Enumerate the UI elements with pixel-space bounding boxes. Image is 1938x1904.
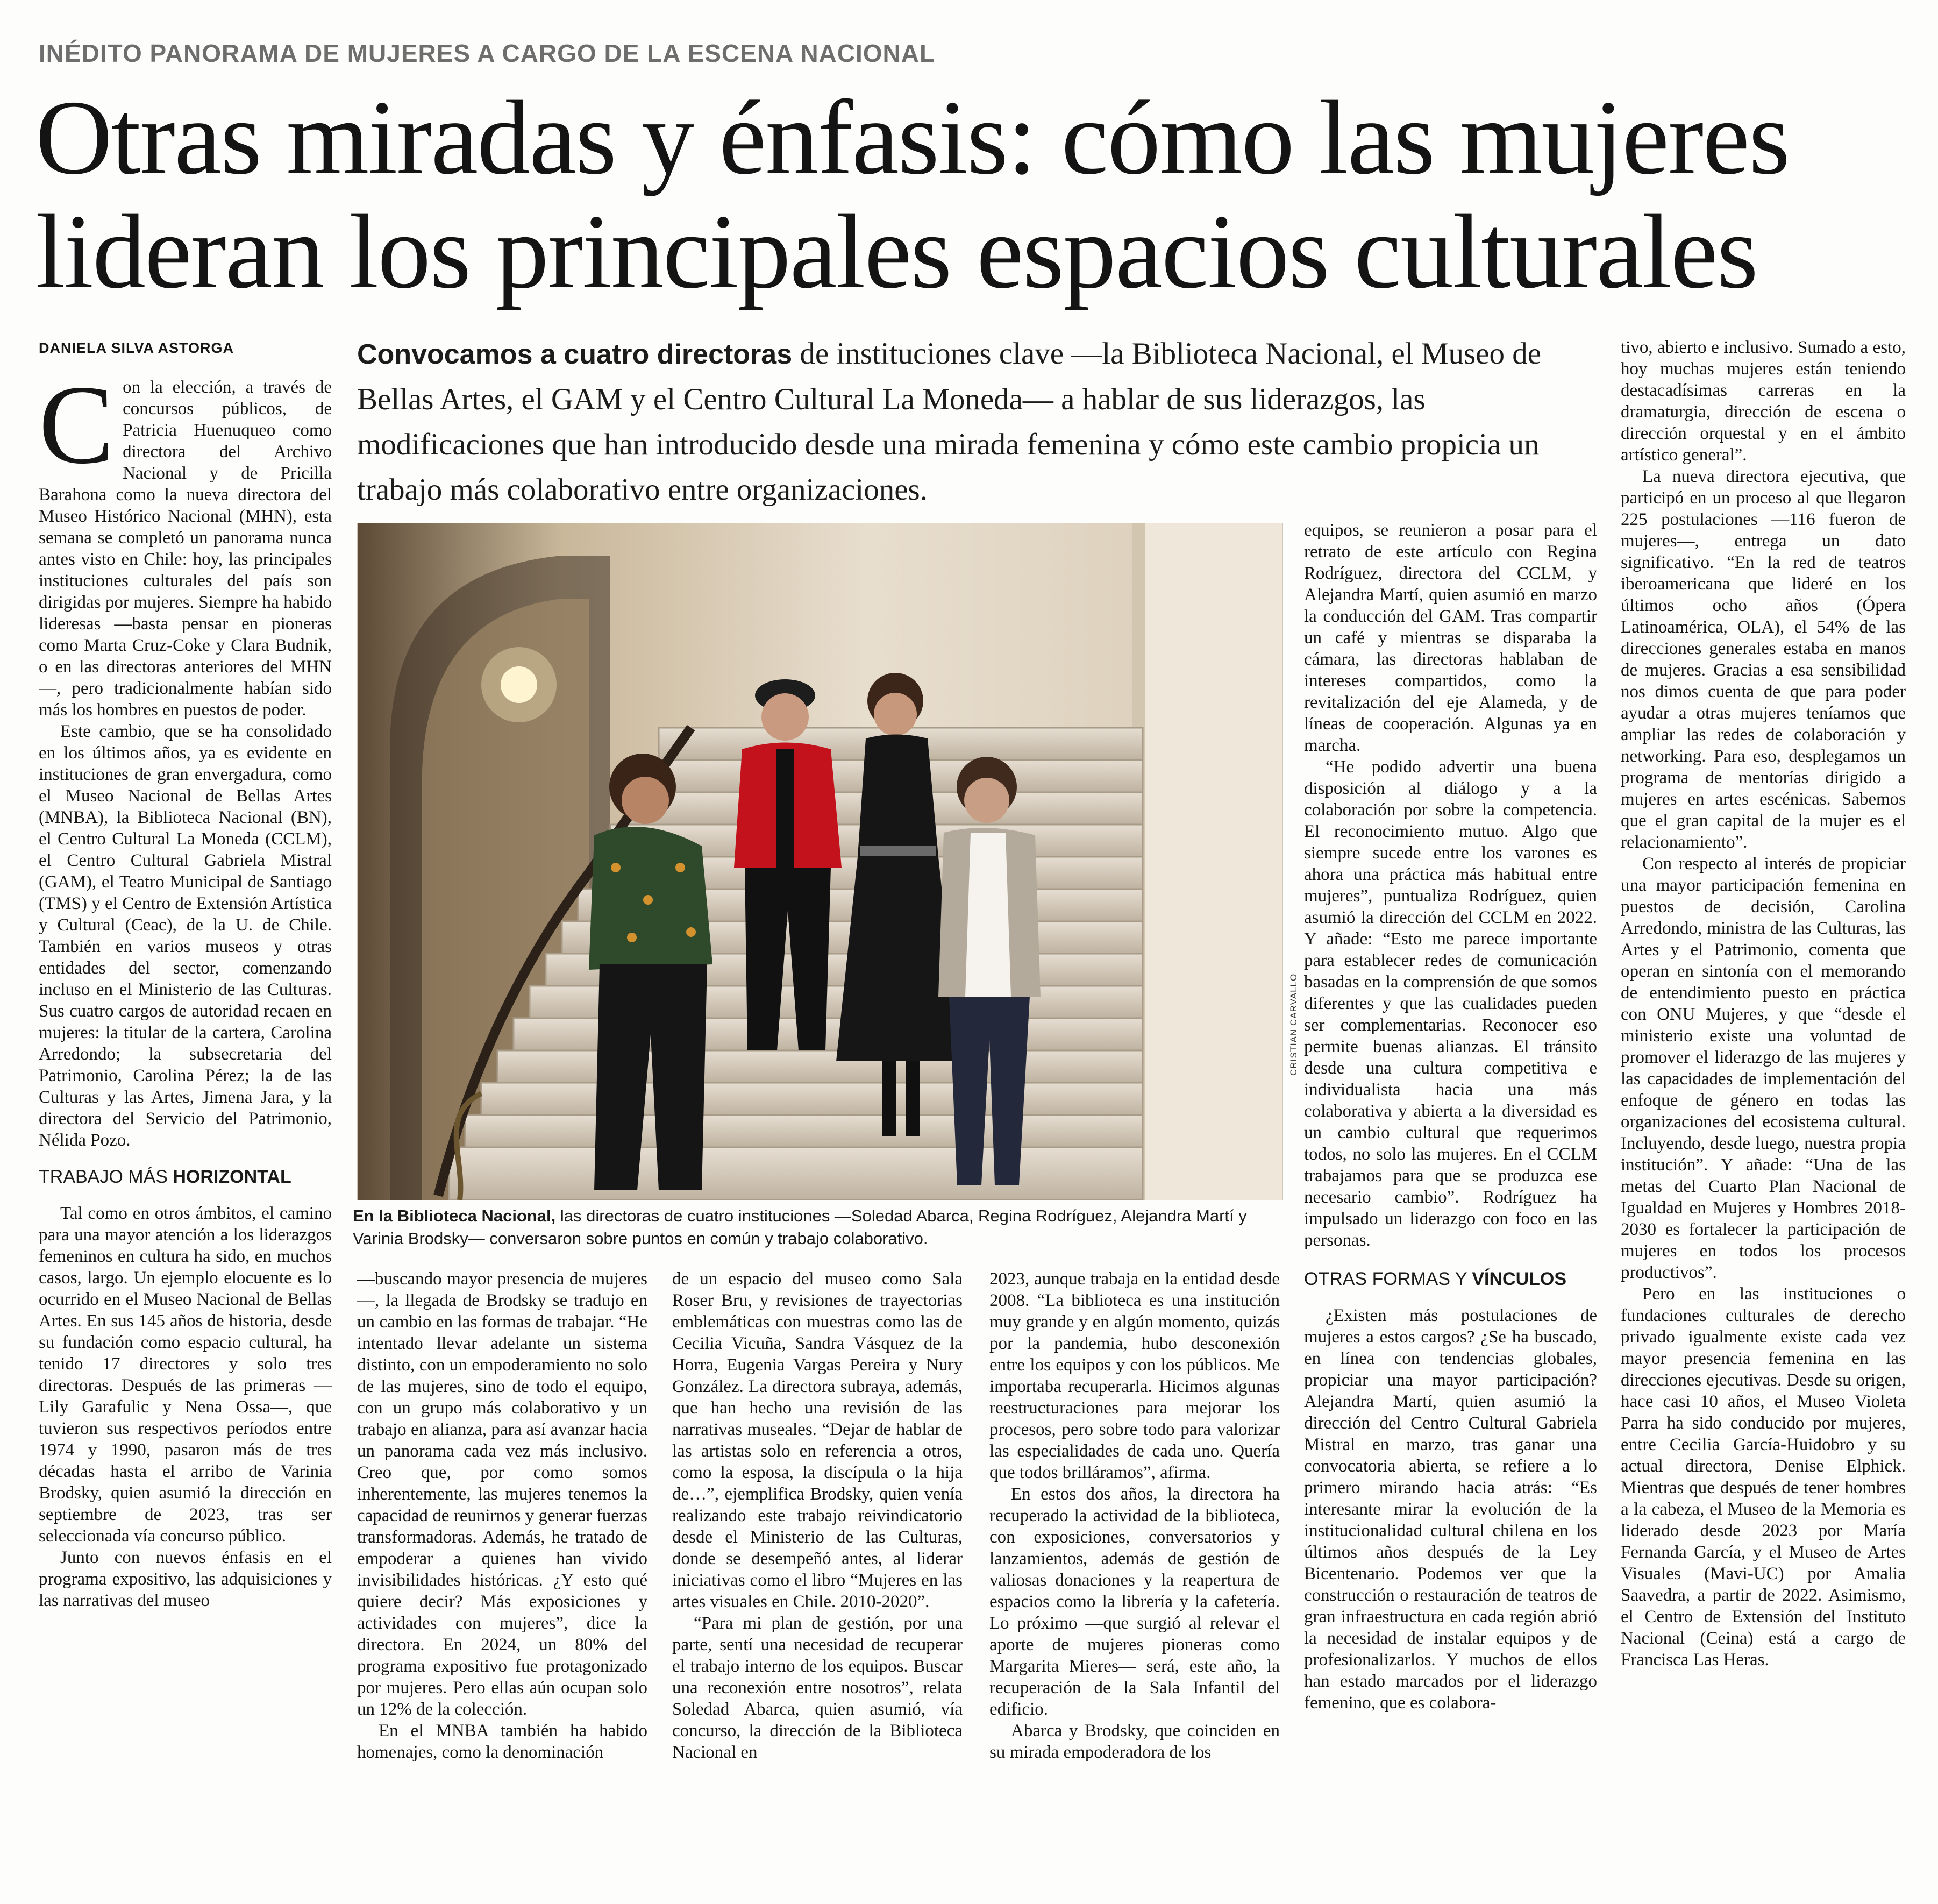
paragraph: La nueva directora ejecutiva, que participó en un proceso al que llegaron 225 postulaciones —116 fueron de mujeres—, entrega un dato significativo. “En la red de teatros iberoamericana que lideré en los últimos ocho años (Ópera Latinoamérica, OLA), el 54% de las direcciones generales estaba en manos de mujeres. Gracias a esa sensibilidad nos dimos cuenta de que para poder ayudar a otras mujeres teníamos que ampliar las redes de colaboración y networking. Para eso, desplegamos un programa de mentorías dirigido a mujeres en artes escénicas. Sabemos que el gran capital de la mujer es el relacionamiento”. <box>1621 467 1906 852</box>
paragraph: Abarca y Brodsky, que coinciden en su mirada empoderadora de los <box>989 1721 1280 1762</box>
paragraph: Junto con nuevos énfasis en el programa expositivo, las adquisiciones y las narrativas del museo <box>39 1548 332 1610</box>
headline-line-2: lideran los principales espacios culturales <box>35 193 1757 310</box>
section-subhead: TRABAJO MÁS HORIZONTAL <box>39 1167 291 1187</box>
paragraph: —buscando mayor presencia de mujeres—, la llegada de Brodsky se tradujo en un cambio en las formas de trabajar. “He intentado llevar adelante un sistema distinto, con un empoderamiento no solo de las mujeres, sino de todo el equipo, con un grupo más colaborativo y un trabajo en alianza, para así avanzar hacia un panorama cada vez más inclusivo. Creo que, por como somos inherentemente, las mujeres tenemos la capacidad de reunirnos y generar fuerzas transformadoras. Además, he tratado de empoderar a quienes han vivido invisibilidades históricas. ¿Y esto qué quiere decir? Más exposiciones y actividades con mujeres”, dice la directora. En 2024, un 80% del programa expositivo fue protagonizado por mujeres. Pero ellas aún ocupan solo un 12% de la colección. <box>357 1269 647 1719</box>
paragraph: Tal como en otros ámbitos, el camino para una mayor atención a los liderazgos femeninos en cultura ha sido, en muchos casos, largo. Un ejemplo elocuente es lo ocurrido en el Museo Nacional de Bellas Artes. En sus 145 años de historia, desde su fundación como espacio cultural, ha tenido 17 directores y solo tres directoras. Después de las primeras —Lily Garafulic y Nena Ossa—, que tuvieron sus respectivos períodos entre 1974 y 1990, pasaron más de tres décadas hasta el arribo de Varinia Brodsky, quien asumió la dirección en septiembre de 2023, tras ser seleccionada vía concurso público. <box>39 1204 332 1546</box>
paragraph: “Para mi plan de gestión, por una parte, sentí una necesidad de recuperar el trabajo interno de los equipos. Buscar una reconexión entre nosotros”, relata Soledad Abarca, quien asumió, vía concurso, la dirección de la Biblioteca Nacional en <box>672 1614 963 1762</box>
lede <box>357 331 1588 513</box>
article-column-3 <box>672 1268 963 1877</box>
paragraph: Con respecto al interés de propiciar una mayor participación femenina en puestos de decisión, Carolina Arredondo, ministra de las Culturas, las Artes y el Patrimonio, comenta que operan en sintonía con el memorando de entendimiento puesto en práctica con ONU Mujeres, y que “desde el ministerio existe una voluntad de promover el liderazgo de las mujeres y las capacidades de implementación del enfoque de género en todas las organizaciones del ecosistema cultural. Incluyendo, desde luego, nuestra propia institución”. Y añade: “Una de las metas del Cuarto Plan Nacional de Igualdad en Mujeres y Hombres 2018-2030 es fortalecer la participación de mujeres en todos los procesos productivos”. <box>1621 854 1906 1282</box>
kicker: INÉDITO PANORAMA DE MUJERES A CARGO DE LA ESCENA NACIONAL <box>39 39 936 67</box>
directors-portrait-photo <box>358 523 1282 1200</box>
paragraph: Este cambio, que se ha consolidado en los últimos años, ya es evidente en instituciones de gran envergadura, como el Museo Nacional de Bellas Artes (MNBA), la Biblioteca Nacional (BN), el Centro Cultural La Moneda (CCLM), el Centro Cultural Gabriela Mistral (GAM), el Teatro Municipal de Santiago (TMS) y el Centro de Extensión Artística y Cultural (Ceac), de la U. de Chile. También en varios museos y otras entidades del sector, comenzando incluso en el Ministerio de las Culturas. Sus cuatro cargos de autoridad recaen en mujeres: la titular de la cartera, Carolina Arredondo; la subsecretaria del Patrimonio, Carolina Pérez; la de las Culturas y las Artes, Jimena Jara, y la directora del Servicio del Patrimonio, Nélida Pozo. <box>39 722 332 1150</box>
photo-credit: CRISTIAN CARVALLO <box>1288 973 1299 1076</box>
intro-paragraph: Con la elección, a través de concursos públicos, de Patricia Huenuqueo como directora del Archivo Nacional y de Pricilla Barahona como la nueva directora del Museo Histórico Nacional (MHN), esta semana se completó un panorama nunca antes visto en Chile: hoy, las principales instituciones culturales del país son dirigidas por mujeres. Siempre ha habido lideresas —basta pensar en pioneras como Marta Cruz-Coke y Clara Budnik, o en las directoras anteriores del MHN—, pero tradicionalmente habían sido más los hombres en puestos de poder. <box>39 376 332 720</box>
paragraph: Pero en las instituciones o fundaciones culturales de derecho privado igualmente existe cada vez mayor presencia femenina en las direcciones ejecutivas. Desde su origen, hace casi 10 años, el Museo Violeta Parra ha sido conducido por mujeres, entre Cecilia García-Huidobro y su actual directora, Denise Elphick. Mientras que después de tener hombres a la cabeza, el Museo de la Memoria es liderado desde 2023 por María Fernanda García, y el Museo de Artes Visuales (Mavi-UC) por Amalia Saavedra, a partir de 2022. Asimismo, el Centro de Extensión del Instituto Nacional (Ceina) está a cargo de Francisca Las Heras. <box>1621 1284 1906 1669</box>
headline <box>35 81 1907 309</box>
caption-bold: En la Biblioteca Nacional, <box>353 1206 556 1225</box>
paragraph: ¿Existen más postulaciones de mujeres a estos cargos? ¿Se ha buscado, en línea con tendencias globales, propiciar una mayor participación? Alejandra Martí, quien asumió la dirección del Centro Cultural Gabriela Mistral en marzo, tras ganar una convocatoria abierta, se refiere a lo primero mirando hacia atrás: “Es interesante mirar la evolución de la institucionalidad cultural chilena en los últimos años después de la Ley Bicentenario. Podemos ver que la construcción o restauración de teatros de gran infraestructura en cada región abrió la necesidad de instalar equipos y de profesionalizarlos. Y muchos de ellos han estado marcados por el liderazgo femenino, que es colabora- <box>1304 1306 1597 1713</box>
paragraph: 2023, aunque trabaja en la entidad desde 2008. “La biblioteca es una institución muy grande y en algún momento, quizás por la pandemia, hubo desconexión entre los equipos y con los públicos. Me importaba recuperarla. Hicimos algunas reestructuraciones para mejorar los procesos, pero sobre todo para valorizar las especialidades de cada uno. Quería que todos brilláramos”, afirma. <box>989 1269 1280 1482</box>
article-column-2 <box>357 1268 647 1877</box>
article-column-4 <box>989 1268 1280 1877</box>
section-subhead: OTRAS FORMAS Y VÍNCULOS <box>1304 1269 1567 1289</box>
paragraph: de un espacio del museo como Sala Roser Bru, y revisiones de trayectorias emblemáticas con muestras como las de Cecilia Vicuña, Sandra Vásquez de la Horra, Eugenia Vargas Pereira y Nury González. La directora subraya, además, que han hecho una revisión de las narrativas museales. “Dejar de hablar de las artistas solo en referencia a otros, como la esposa, la discípula o la hija de…”, ejemplifica Brodsky, quien venía realizando este trabajo reivindicatorio desde el Ministerio de las Culturas, donde se desempeñó antes, al liderar iniciativas como el libro “Mujeres en las artes visuales en Chile. 2010-2020”. <box>672 1269 963 1611</box>
paragraph: equipos, se reunieron a posar para el retrato de este artículo con Regina Rodríguez, directora del CCLM, y Alejandra Martí, quien asumió en marzo la conducción del GAM. Tras compartir un café y mientras se disparaba la cámara, las directoras hablaban de intereses compartidos, como la revitalización del eje Alameda, y de líneas de cooperación. Algunas ya en marcha. <box>1304 521 1597 755</box>
photo-caption <box>353 1205 1288 1250</box>
paragraph: tivo, abierto e inclusivo. Sumado a esto, hoy muchas mujeres están teniendo destacadísimas carreras en la dramaturgia, dirección de escena o dirección orquestal y en el ámbito artístico general”. <box>1621 338 1906 465</box>
lede-bold: Convocamos a cuatro directoras <box>357 339 793 370</box>
headline-line-1: Otras miradas y énfasis: cómo las mujeres <box>35 79 1790 196</box>
paragraph: En estos dos años, la directora ha recuperado la actividad de la biblioteca, con exposiciones, conversatorios y lanzamientos, además de gestión de valiosas donaciones y la reapertura de espacios como la librería y la cafetería. Lo próximo —que surgió al relevar el aporte de mujeres pioneras como Margarita Mieres— será, este año, la recuperación de la Sala Infantil del edificio. <box>989 1484 1280 1719</box>
article-column-1 <box>39 376 332 1877</box>
photo <box>357 523 1283 1200</box>
paragraph: En el MNBA también ha habido homenajes, como la denominación <box>357 1721 647 1762</box>
article-column-5 <box>1304 520 1597 1877</box>
byline: DANIELA SILVA ASTORGA <box>39 340 234 356</box>
drop-cap: C <box>39 376 115 487</box>
caption-text: las directoras de cuatro instituciones —Soledad Abarca, Regina Rodríguez, Alejandra Martí y Varinia Brodsky— conversaron sobre puntos en común y trabajo colaborativo. <box>353 1206 1247 1248</box>
article-column-6 <box>1621 337 1906 1877</box>
lede-text: de instituciones clave —la Biblioteca Nacional, el Museo de Bellas Artes, el GAM y el Centro Cultural La Moneda— a hablar de sus liderazgos, las modificaciones que han introducido desde una mirada femenina y cómo este cambio propicia un trabajo más colaborativo entre organizaciones. <box>357 337 1542 507</box>
paragraph: “He podido advertir una buena disposición al diálogo y a la colaboración por sobre la competencia. El reconocimiento mutuo. Algo que siempre sucede entre los varones es ahora una práctica más habitual entre mujeres”, puntualiza Rodríguez, quien asumió la dirección del CCLM en 2022. Y añade: “Esto me parece importante para establecer redes de comunicación basadas en la comprensión de que somos diferentes y que las cualidades pueden ser complementarias. Reconocer eso permite buenas alianzas. El tránsito desde una cultura competitiva e individualista hacia una más colaborativa y abierta a la diversidad es un cambio cultural que requerimos todos, no solo las mujeres. En el CCLM trabajamos para que se produzca ese necesario cambio”. Rodríguez ha impulsado un liderazgo con foco en las personas. <box>1304 757 1597 1250</box>
